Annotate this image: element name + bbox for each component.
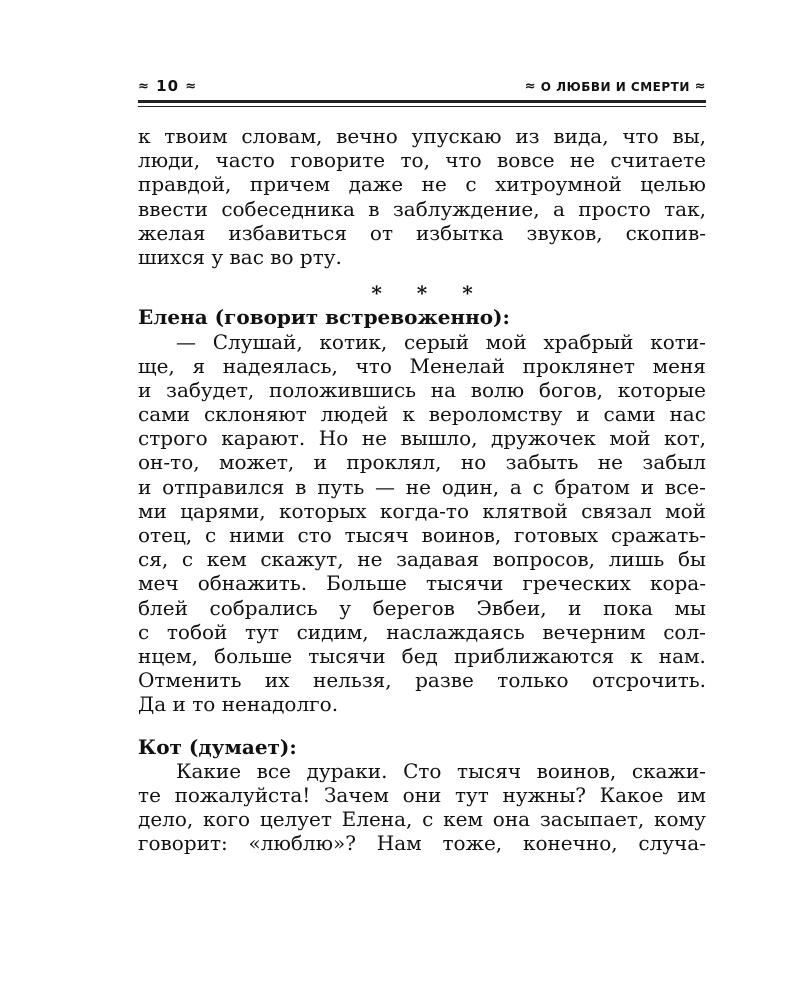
text-line: те пожалуйста! Зачем они тут нужны? Какое им xyxy=(138,782,706,807)
text-line: меч обнажить. Больше тысячи греческих кора- xyxy=(138,571,706,596)
text-line: с тобой тут сидим, наслаждаясь вечерним сол- xyxy=(138,619,706,644)
text-line: нцем, больше тысячи бед приближаются к нам. xyxy=(138,643,706,668)
text-line: правдой, причем даже не с хитроумной целью xyxy=(138,172,706,197)
page-number: 10 xyxy=(156,77,180,95)
running-header xyxy=(138,75,706,101)
text-line: люди, часто говорите то, что вовсе не считаете xyxy=(138,148,706,173)
text-line: и забудет, положившись на волю богов, которые xyxy=(138,377,706,402)
text-line: и отправился в путь — не один, а с братом и все- xyxy=(138,474,706,499)
text-line: говорит: «люблю»? Нам тоже, конечно, случа- xyxy=(138,831,706,856)
title-right-ornament: ≈ xyxy=(694,79,706,94)
text-line: ввести собеседника в заблуждение, а просто так, xyxy=(138,196,706,221)
running-title: О ЛЮБВИ И СМЕРТИ xyxy=(540,80,690,94)
left-ornament: ≈ xyxy=(138,79,150,94)
page-number-group xyxy=(138,77,197,95)
header-rule-thick xyxy=(138,100,706,103)
section-separator: * * * xyxy=(371,281,487,306)
text-line: сами склоняют людей к вероломству и сами нас xyxy=(138,402,706,427)
paragraph-gap xyxy=(138,717,706,735)
speaker-heading-elena: Елена (говорит встревоженно): xyxy=(138,305,510,330)
speaker-heading-cat: Кот (думает): xyxy=(138,734,297,759)
running-title-group xyxy=(525,79,706,94)
text-line: Отменить их нельзя, разве только отсрочить. xyxy=(138,668,706,693)
text-line: шихся у вас во рту. xyxy=(138,244,342,269)
text-line: блей собрались у берегов Эвбеи, и пока мы xyxy=(138,595,706,620)
body-text xyxy=(138,124,706,855)
text-line: строго карают. Но не вышло, дружочек мой кот, xyxy=(138,426,706,451)
text-line: дело, кого целует Елена, с кем она засыпает, кому xyxy=(138,807,706,832)
text-line: ще, я надеялась, что Менелай проклянет меня xyxy=(138,353,706,378)
text-line: Да и то ненадолго. xyxy=(138,692,339,717)
text-line: Какие все дураки. Сто тысяч воинов, скажи- xyxy=(176,758,706,783)
text-line: отец, с ними сто тысяч воинов, готовых сражать- xyxy=(138,523,706,547)
text-line: желая избавиться от избытка звуков, скопив- xyxy=(138,220,706,245)
title-left-ornament: ≈ xyxy=(524,79,537,94)
text-line: ся, с кем скажут, не задавая вопросов, лишь бы xyxy=(138,547,706,572)
text-line: к твоим словам, вечно упускаю из вида, что вы, xyxy=(138,124,706,148)
right-ornament: ≈ xyxy=(185,79,198,94)
text-line: он-то, может, и проклял, но забыть не забыл xyxy=(138,450,706,475)
header-rule-thin xyxy=(138,106,706,107)
text-line: ми царями, которых когда-то клятвой связал мой xyxy=(138,498,706,523)
text-line: — Слушай, котик, серый мой храбрый коти- xyxy=(176,329,706,354)
